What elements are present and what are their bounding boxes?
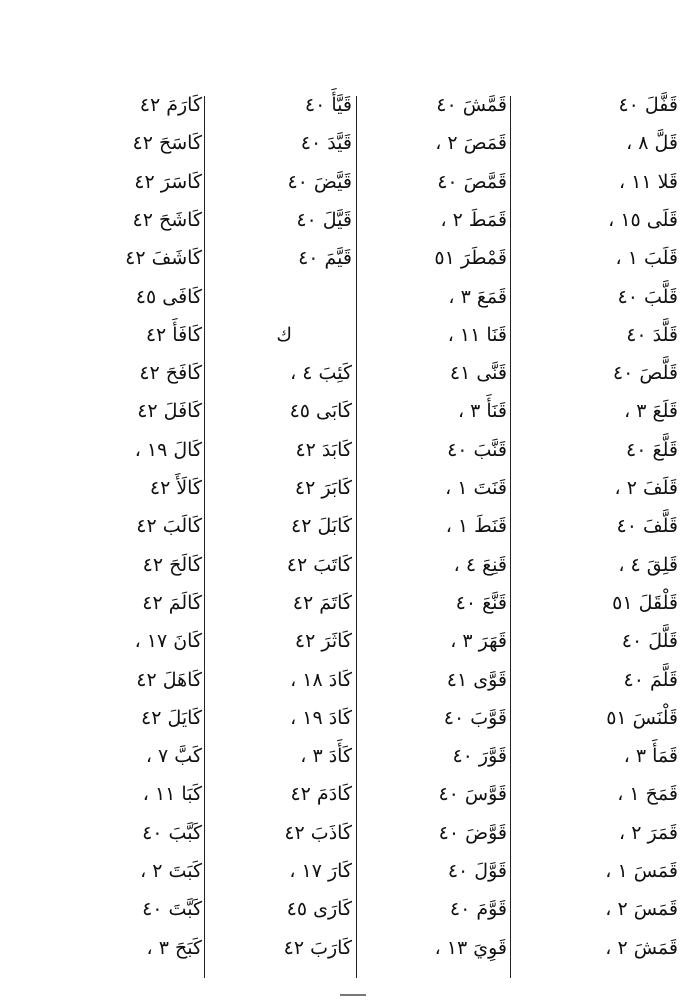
dictionary-entry: قَنَا ١١ ، [447,324,507,346]
dictionary-entry: كَافَأَ ٤٢ [145,324,202,346]
dictionary-entry: كَابَدَ ٤٢ [295,439,352,461]
dictionary-entry: كَالَبَ ٤٢ [136,515,202,537]
dictionary-entry: قَمَحَ ١ ، [617,783,678,805]
dictionary-entry: قَفَّلَ ٤٠ [618,94,678,116]
dictionary-entry: قَيَّمَ ٤٠ [298,247,352,269]
dictionary-entry: قَيَّلَ ٤٠ [296,209,352,231]
dictionary-entry: كَاتَمَ ٤٢ [292,592,352,614]
dictionary-entry: كَافَى ٤٥ [135,286,202,308]
dictionary-entry: كَادَمَ ٤٢ [290,783,352,805]
dictionary-entry: قَلا ١١ ، [618,171,678,193]
dictionary-entry: قَمَسَ ١ ، [605,860,678,882]
dictionary-entry: قَوَّلَ ٤٠ [447,860,507,882]
dictionary-entry: كَاشَحَ ٤٢ [132,209,202,231]
dictionary-entry: قَمَّشَ ٤٠ [436,94,507,116]
dictionary-entry: قَوَّى ٤١ [446,669,507,691]
dictionary-entry: قَلَّمَ ٤٠ [623,669,678,691]
dictionary-entry: قَلَّفَ ٤٠ [616,515,678,537]
dictionary-entry: قَلَّلَ ٤٠ [621,630,678,652]
dictionary-entry: قَمَّصَ ٤٠ [437,171,507,193]
dictionary-entry: قَلَّدَ ٤٠ [626,324,678,346]
dictionary-entry: كَابَلَ ٤٢ [291,515,352,537]
dictionary-entry: قَنَطَ ١ ، [445,515,507,537]
dictionary-entry: كَبَحَ ٣ ، [146,937,202,959]
dictionary-entry: كَبَا ١١ ، [142,783,202,805]
dictionary-entry: كَادَ ١٨ ، [290,669,352,691]
dictionary-entry: قَمَصَ ٢ ، [435,132,507,154]
dictionary-entry: قَنَّبَ ٤٠ [447,439,507,461]
dictionary-entry: كَاسَرَ ٤٢ [134,171,202,193]
dictionary-entry: قَوِيَ ١٣ ، [434,937,507,959]
dictionary-entry: قَوَّمَ ٤٠ [449,898,507,920]
dictionary-entry: قَيَّدَ ٤٠ [300,132,352,154]
dictionary-entry: قَلَّ ٨ ، [626,132,678,154]
dictionary-entry: كَابَى ٤٥ [289,400,352,422]
dictionary-entry: كَاتَبَ ٤٢ [286,554,352,576]
dictionary-entry: قَلَّصَ ٤٠ [612,362,678,384]
dictionary-entry: كَبَّ ٧ ، [145,745,202,767]
dictionary-entry: كَئِبَ ٤ ، [290,362,352,384]
dictionary-entry: قَهَرَ ٣ ، [450,630,507,652]
dictionary-entry: قَلَفَ ٢ ، [614,477,678,499]
dictionary-entry: كَالَحَ ٤٢ [142,554,202,576]
page-footer-mark [340,994,366,996]
dictionary-entry: قَلْنَسَ ٥١ [606,707,678,729]
dictionary-entry: كَالَأَ ٤٢ [149,477,202,499]
dictionary-entry: قَلَّعَ ٤٠ [626,439,678,461]
dictionary-entry: كَاذَبَ ٤٢ [284,822,352,844]
dictionary-entry: كَأَدَ ٣ ، [300,745,352,767]
dictionary-entry: قَمَشَ ٢ ، [605,937,678,959]
dictionary-entry: قَيَّأَ ٤٠ [304,94,352,116]
dictionary-entry: قَنَأَ ٣ ، [457,400,507,422]
dictionary-entry: كَانَ ١٧ ، [134,630,202,652]
section-letter-heading: ك [276,324,292,346]
dictionary-entry: قَنَتَ ١ ، [445,477,507,499]
column-divider [356,96,357,978]
dictionary-entry: قَلَبَ ١ ، [615,247,678,269]
dictionary-entry: قَلِقَ ٤ ، [618,554,678,576]
dictionary-entry: كَايَلَ ٤٢ [141,707,202,729]
dictionary-entry: قَنِعَ ٤ ، [453,554,507,576]
dictionary-entry: قَلَى ١٥ ، [608,209,678,231]
dictionary-entry: كَبَّبَ ٤٠ [142,822,202,844]
dictionary-entry: قَوَّبَ ٤٠ [443,707,507,729]
dictionary-entry: قَنَّعَ ٤٠ [455,592,507,614]
dictionary-entry: كَارَمَ ٤٢ [139,94,202,116]
dictionary-entry: كَاشَفَ ٤٢ [125,247,202,269]
dictionary-entry: قَيَّضَ ٤٠ [287,171,352,193]
dictionary-entry: قَلَعَ ٣ ، [624,400,678,422]
dictionary-entry: قَوَّضَ ٤٠ [438,822,507,844]
dictionary-entry: كَارَ ١٧ ، [289,860,352,882]
dictionary-entry: قَمَعَ ٣ ، [448,286,507,308]
dictionary-entry: قَنَّى ٤١ [449,362,507,384]
dictionary-entry: قَمَأَ ٣ ، [623,745,678,767]
dictionary-entry: كَاهَلَ ٤٢ [136,669,202,691]
dictionary-entry: كَادَ ١٩ ، [290,707,352,729]
dictionary-entry: قَمْطَرَ ٥١ [434,247,507,269]
dictionary-entry: قَوَّسَ ٤٠ [438,783,507,805]
dictionary-entry: كَافَحَ ٤٢ [139,362,202,384]
dictionary-entry: كَاسَحَ ٤٢ [132,132,202,154]
column-divider [204,96,205,978]
dictionary-entry: كَافَلَ ٤٢ [137,400,202,422]
dictionary-entry: كَارَى ٤٥ [286,898,352,920]
dictionary-entry: قَمَرَ ٢ ، [619,822,678,844]
dictionary-entry: كَاثَرَ ٤٢ [294,630,352,652]
column-divider [510,96,511,978]
dictionary-entry: كَالَ ١٩ ، [134,439,202,461]
dictionary-entry: كَارَبَ ٤٢ [283,937,352,959]
dictionary-entry: كَبَّتَ ٤٠ [142,898,202,920]
dictionary-entry: قَلْقَلَ ٥١ [612,592,678,614]
dictionary-entry: قَوَّرَ ٤٠ [452,745,507,767]
dictionary-entry: قَمَطَ ٢ ، [440,209,507,231]
dictionary-entry: كَابَرَ ٤٢ [294,477,352,499]
dictionary-entry: كَبَتَ ٢ ، [140,860,202,882]
dictionary-entry: قَمَسَ ٢ ، [605,898,678,920]
dictionary-entry: كَالَمَ ٤٢ [142,592,202,614]
dictionary-entry: قَلَّبَ ٤٠ [617,286,678,308]
